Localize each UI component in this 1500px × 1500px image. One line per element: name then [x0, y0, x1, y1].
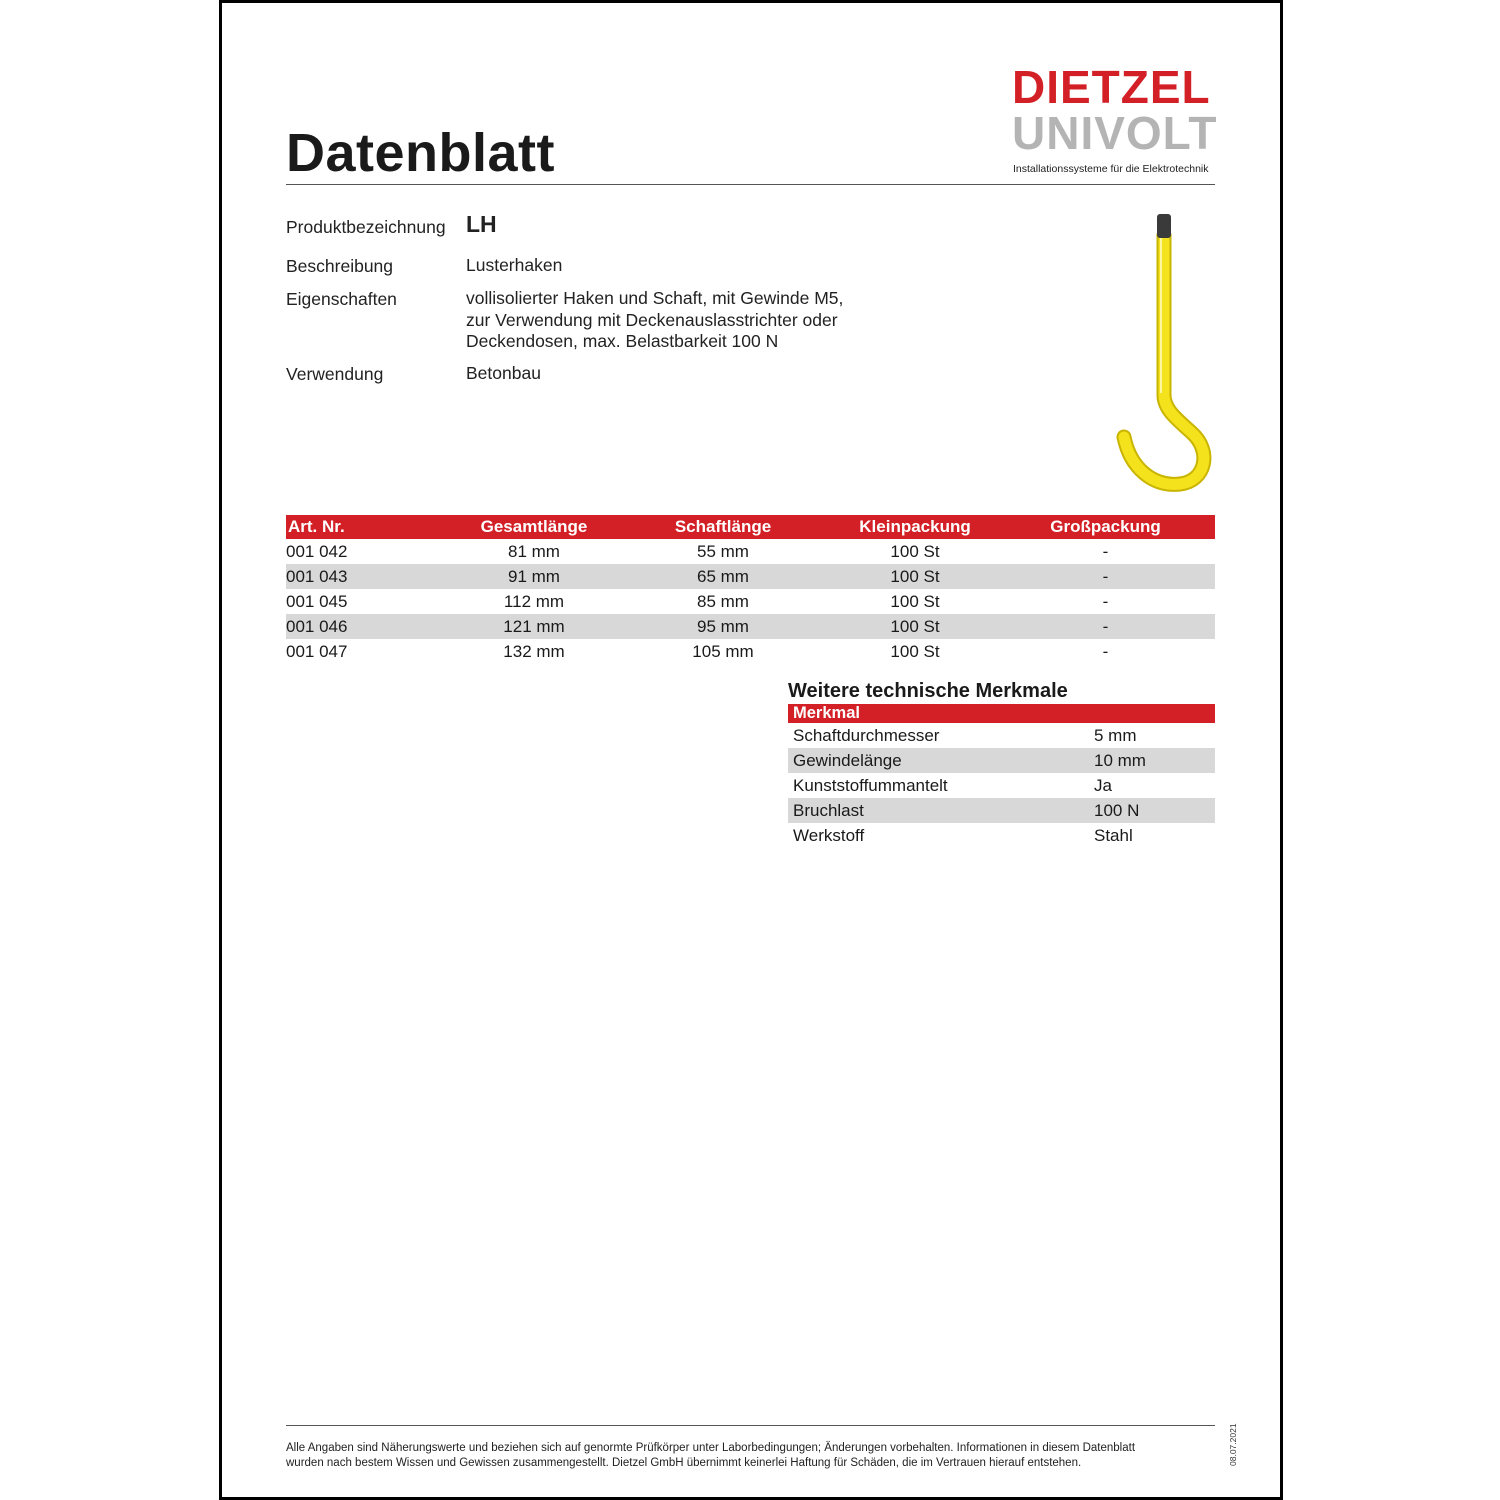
usage-label: Verwendung [286, 364, 384, 384]
cell-art-nr: 001 046 [286, 614, 456, 639]
cell-art-nr: 001 042 [286, 541, 348, 561]
features-table [788, 704, 1215, 848]
header-divider [286, 184, 1215, 185]
feature-value: 10 mm [1089, 748, 1215, 773]
cell-kleinpackung: 100 St [890, 591, 940, 611]
properties-line: vollisolierter Haken und Schaft, mit Gewinde M5, [466, 288, 844, 308]
features-title: Weitere technische Merkmale [788, 680, 1068, 702]
col-header-grosspackung: Großpackung [996, 515, 1215, 539]
properties-line: Deckendosen, max. Belastbarkeit 100 N [466, 331, 779, 351]
properties-line: zur Verwendung mit Deckenauslasstrichter oder [466, 309, 838, 330]
feature-name: Werkstoff [793, 825, 865, 845]
feature-value: 5 mm [1094, 725, 1137, 745]
cell-grosspackung: - [1102, 591, 1109, 611]
article-table [286, 515, 1215, 664]
table-row [788, 748, 1215, 773]
feature-value: Stahl [1094, 825, 1133, 845]
table-row [788, 823, 1215, 848]
cell-schaftlaenge: 85 mm [697, 591, 749, 611]
cell-kleinpackung: 100 St [890, 641, 940, 661]
cell-grosspackung: - [1102, 541, 1109, 561]
disclaimer-line: wurden nach bestem Wissen und Gewissen zusammengestellt. Dietzel GmbH übernimmt keinerlei Haftung für Schäden, die im Vertrauen hierauf entstehen. [286, 1457, 1082, 1469]
cell-kleinpackung: 100 St [834, 564, 996, 589]
properties-label: Eigenschaften [286, 289, 397, 309]
col-header-kleinpackung: Kleinpackung [834, 515, 996, 539]
features-table-header [788, 704, 1215, 723]
cell-art-nr: 001 047 [286, 641, 348, 661]
document-date: 08.07.2021 [1228, 1423, 1238, 1466]
logo-univolt: UNIVOLT [1012, 107, 1218, 159]
cell-gesamtlaenge: 81 mm [508, 541, 560, 561]
feature-name: Bruchlast [788, 798, 1089, 823]
footer-divider [286, 1425, 1215, 1426]
col-header-art-nr: Art. Nr. [286, 515, 456, 539]
product-name-label: Produktbezeichnung [286, 217, 446, 237]
cell-kleinpackung: 100 St [890, 541, 940, 561]
description-value: Lusterhaken [466, 255, 563, 275]
cell-gesamtlaenge: 112 mm [503, 591, 565, 611]
table-row [286, 564, 1215, 589]
cell-kleinpackung: 100 St [834, 614, 996, 639]
cell-gesamtlaenge: 132 mm [503, 641, 565, 661]
feature-value: 100 N [1089, 798, 1215, 823]
cell-gesamtlaenge: 91 mm [456, 564, 612, 589]
col-header-schaftlaenge: Schaftlänge [612, 515, 834, 539]
description-label: Beschreibung [286, 256, 394, 276]
feature-name: Gewindelänge [788, 748, 1089, 773]
yellow-ceiling-hook-icon [1100, 205, 1225, 495]
product-name-value: LH [466, 211, 497, 237]
table-row [788, 798, 1215, 823]
col-header-merkmal: Merkmal [788, 704, 1215, 723]
cell-art-nr: 001 045 [286, 591, 348, 611]
disclaimer-line: Alle Angaben sind Näherungswerte und beziehen sich auf genormte Prüfkörper unter Laborbedingungen; Änderungen vorbehalten. Informationen in diesem Datenblatt [286, 1442, 1136, 1454]
table-row [286, 589, 1215, 614]
article-table-header [286, 515, 1215, 539]
feature-name: Schaftdurchmesser [793, 725, 940, 745]
feature-value: Ja [1094, 775, 1112, 795]
cell-schaftlaenge: 65 mm [612, 564, 834, 589]
table-row [788, 773, 1215, 798]
cell-grosspackung: - [996, 564, 1215, 589]
table-row [788, 723, 1215, 748]
cell-schaftlaenge: 95 mm [612, 614, 834, 639]
table-row [286, 614, 1215, 639]
col-header-gesamtlaenge: Gesamtlänge [456, 515, 612, 539]
properties-value [466, 288, 843, 353]
cell-grosspackung: - [1102, 641, 1109, 661]
page-title: Datenblatt [286, 123, 556, 183]
footer-disclaimer [286, 1441, 1221, 1471]
table-row [286, 639, 1215, 664]
usage-value: Betonbau [466, 363, 541, 383]
cell-gesamtlaenge: 121 mm [456, 614, 612, 639]
cell-schaftlaenge: 55 mm [697, 541, 749, 561]
cell-schaftlaenge: 105 mm [692, 641, 754, 661]
feature-name: Kunststoffummantelt [793, 775, 948, 795]
logo-dietzel: DIETZEL [1012, 61, 1211, 113]
cell-art-nr: 001 043 [286, 564, 456, 589]
logo-tagline: Installationssysteme für die Elektrotechnik [1013, 163, 1209, 175]
table-row [286, 539, 1215, 564]
cell-grosspackung: - [996, 614, 1215, 639]
